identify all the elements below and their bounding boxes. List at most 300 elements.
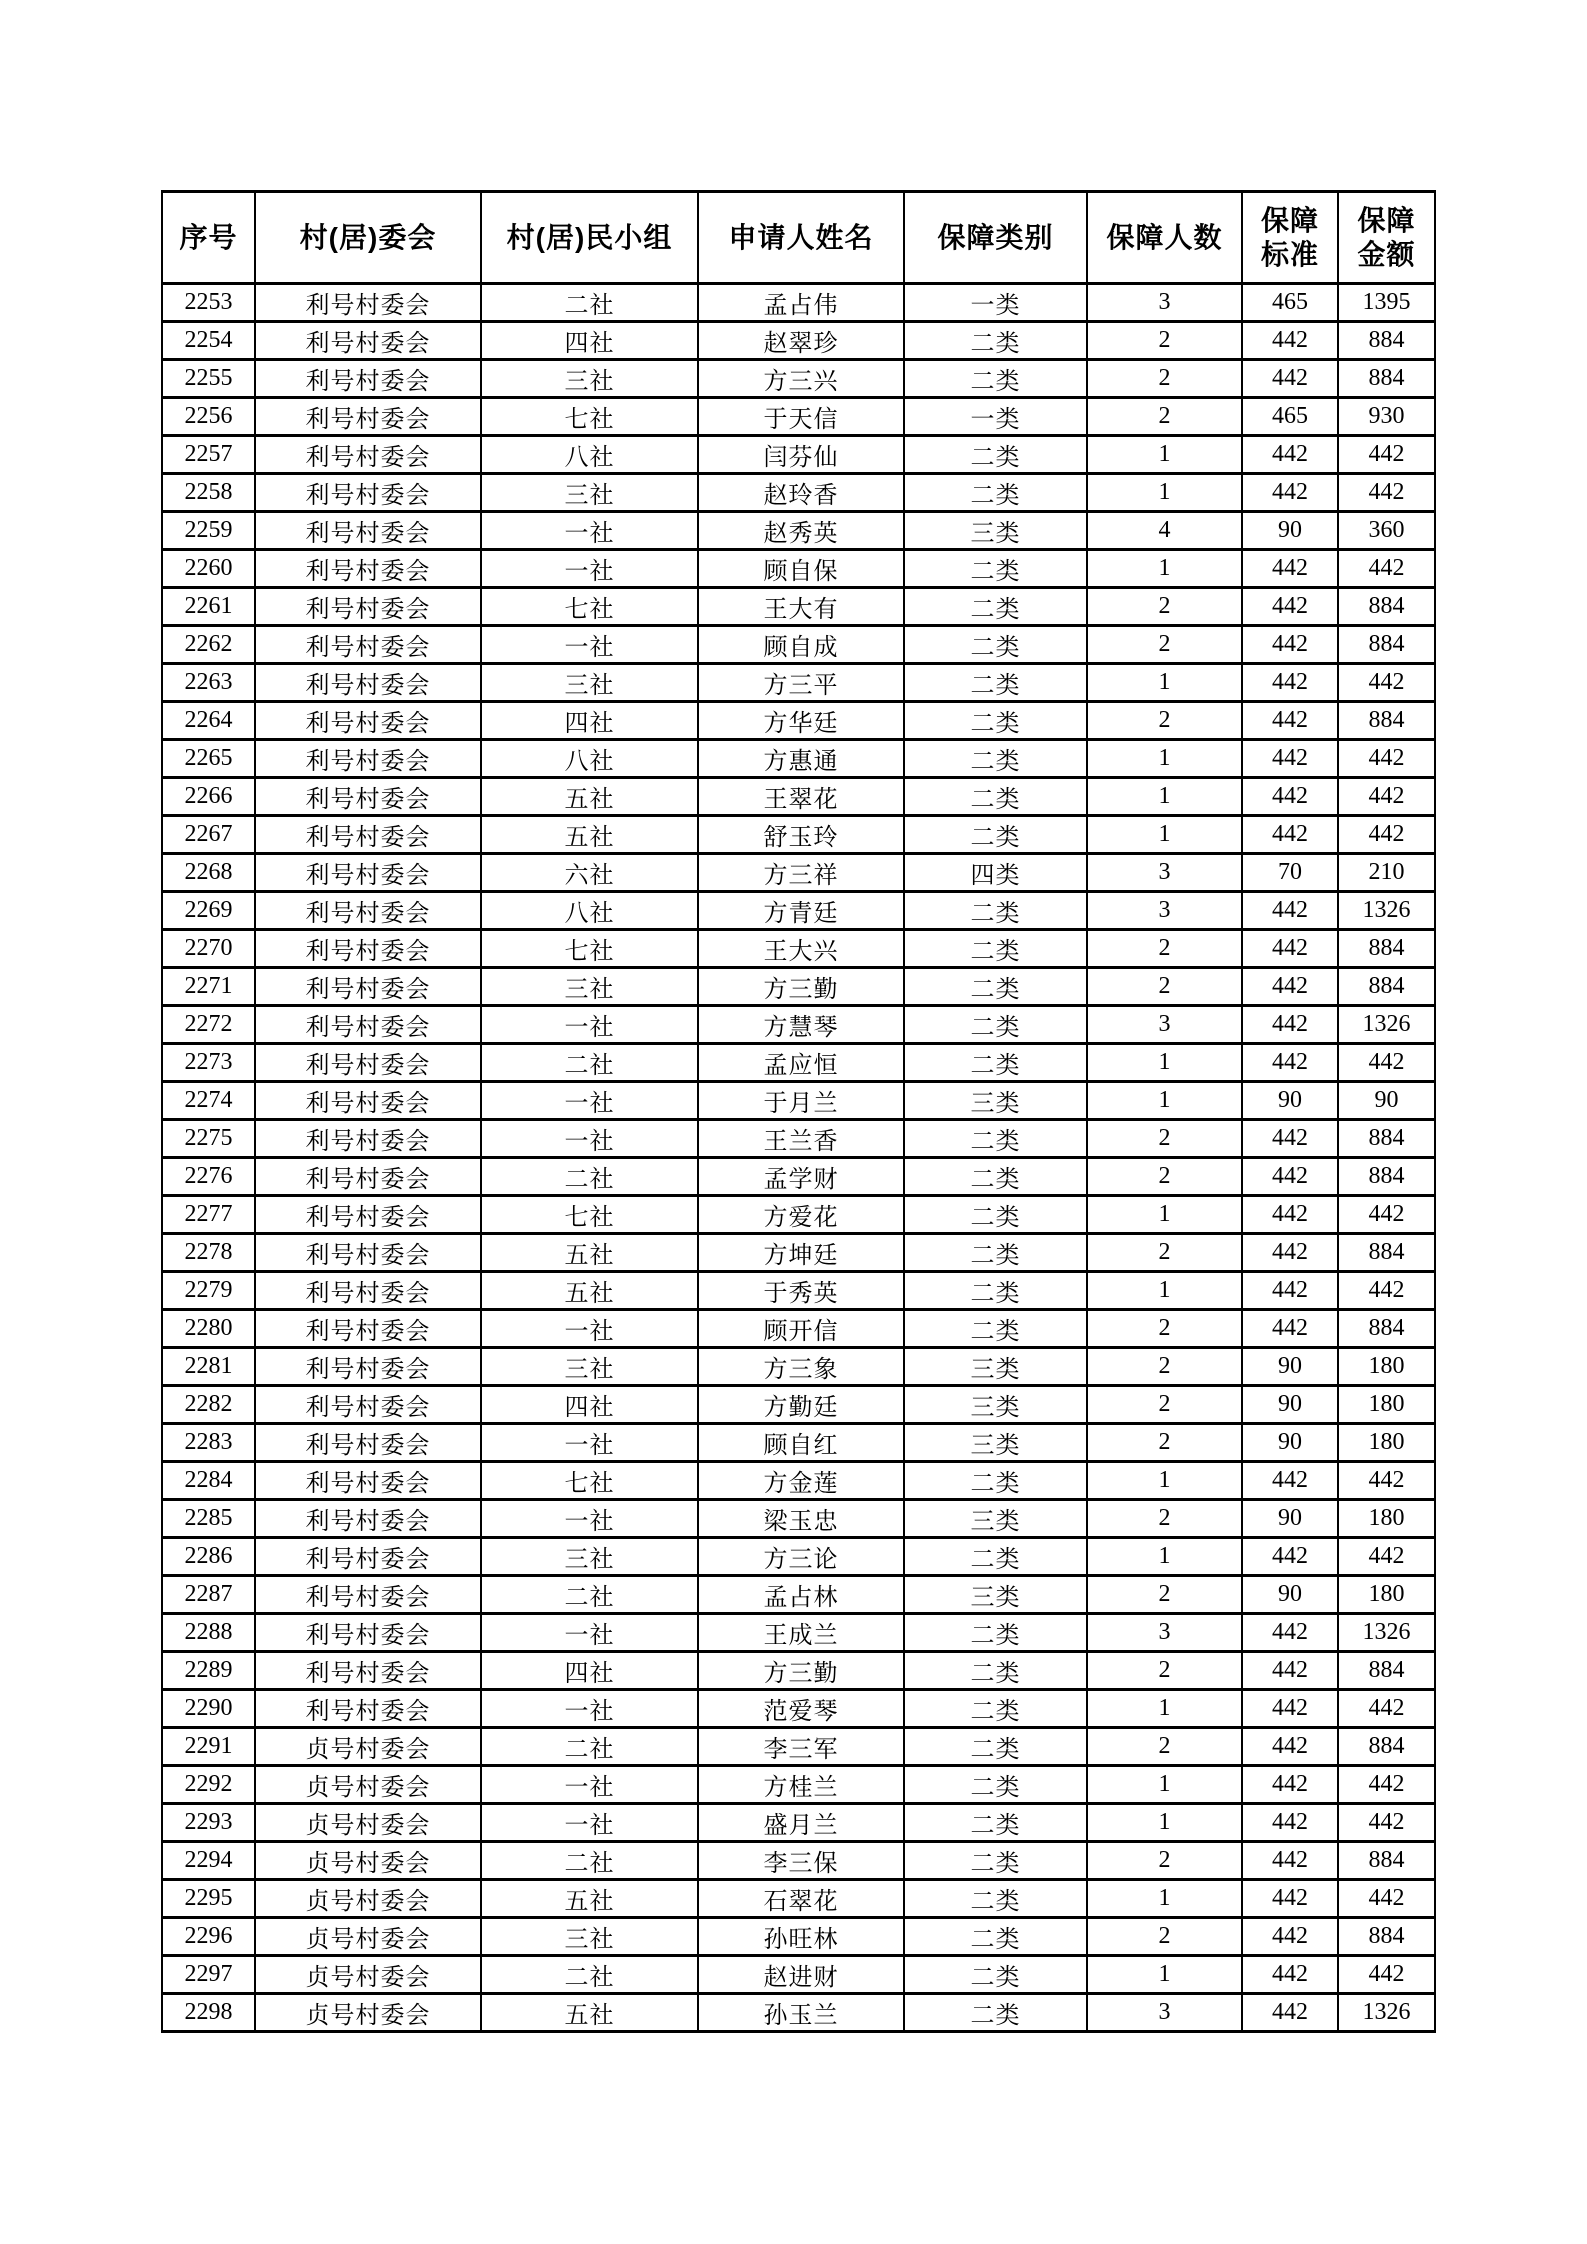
table-cell: 1: [1087, 1956, 1242, 1994]
table-cell: 利号村委会: [255, 1196, 481, 1234]
table-cell: 二类: [904, 1614, 1087, 1652]
table-cell: 2255: [162, 360, 255, 398]
table-cell: 方慧琴: [698, 1006, 904, 1044]
column-header: [162, 192, 255, 284]
table-cell: 2290: [162, 1690, 255, 1728]
table-cell: 442: [1338, 1462, 1435, 1500]
table-cell: 利号村委会: [255, 1044, 481, 1082]
table-cell: 442: [1338, 664, 1435, 702]
table-cell: 利号村委会: [255, 1500, 481, 1538]
table-cell: 赵翠珍: [698, 322, 904, 360]
table-cell: 2285: [162, 1500, 255, 1538]
table-cell: 利号村委会: [255, 398, 481, 436]
table-cell: 七社: [481, 1196, 698, 1234]
table-cell: 442: [1338, 1766, 1435, 1804]
table-cell: 2: [1087, 360, 1242, 398]
table-cell: 利号村委会: [255, 474, 481, 512]
table-cell: 一社: [481, 1424, 698, 1462]
table-cell: 四类: [904, 854, 1087, 892]
table-cell: 1: [1087, 816, 1242, 854]
table-cell: 2254: [162, 322, 255, 360]
table-cell: 二类: [904, 664, 1087, 702]
table-cell: 442: [1338, 550, 1435, 588]
table-cell: 二类: [904, 1044, 1087, 1082]
table-row: [162, 1804, 1435, 1842]
column-header: [481, 192, 698, 284]
table-cell: 2276: [162, 1158, 255, 1196]
table-row: [162, 1538, 1435, 1576]
table-cell: 三社: [481, 968, 698, 1006]
table-cell: 180: [1338, 1576, 1435, 1614]
table-cell: 方青廷: [698, 892, 904, 930]
table-cell: 90: [1242, 1500, 1338, 1538]
table-cell: 利号村委会: [255, 512, 481, 550]
table-cell: 方勤廷: [698, 1386, 904, 1424]
table-cell: 1: [1087, 664, 1242, 702]
table-cell: 1: [1087, 1462, 1242, 1500]
table-cell: 贞号村委会: [255, 1880, 481, 1918]
table-cell: 884: [1338, 360, 1435, 398]
column-header-line: 申请人姓名: [728, 221, 874, 253]
table-cell: 442: [1242, 436, 1338, 474]
table-cell: 二类: [904, 1690, 1087, 1728]
table-cell: 二类: [904, 1956, 1087, 1994]
table-cell: 90: [1242, 1348, 1338, 1386]
table-cell: 2: [1087, 1842, 1242, 1880]
table-cell: 442: [1242, 968, 1338, 1006]
table-cell: 90: [1338, 1082, 1435, 1120]
table-row: [162, 1614, 1435, 1652]
table-cell: 孙旺林: [698, 1918, 904, 1956]
table-cell: 2286: [162, 1538, 255, 1576]
table-cell: 三社: [481, 474, 698, 512]
table-cell: 442: [1242, 1196, 1338, 1234]
table-cell: 一社: [481, 550, 698, 588]
table-cell: 2295: [162, 1880, 255, 1918]
table-cell: 利号村委会: [255, 1690, 481, 1728]
column-header-line: 村(居)民小组: [506, 221, 673, 253]
table-cell: 2265: [162, 740, 255, 778]
table-cell: 884: [1338, 702, 1435, 740]
table-cell: 442: [1242, 1614, 1338, 1652]
table-cell: 三社: [481, 664, 698, 702]
table-cell: 2292: [162, 1766, 255, 1804]
table-cell: 利号村委会: [255, 968, 481, 1006]
table-cell: 利号村委会: [255, 1462, 481, 1500]
table-cell: 2: [1087, 702, 1242, 740]
table-cell: 442: [1242, 1652, 1338, 1690]
table-cell: 二社: [481, 1158, 698, 1196]
table-cell: 于月兰: [698, 1082, 904, 1120]
table-cell: 三类: [904, 1576, 1087, 1614]
table-cell: 884: [1338, 930, 1435, 968]
table-cell: 二类: [904, 892, 1087, 930]
table-cell: 884: [1338, 322, 1435, 360]
table-cell: 1326: [1338, 1614, 1435, 1652]
table-row: [162, 626, 1435, 664]
table-row: [162, 1728, 1435, 1766]
table-cell: 三类: [904, 1386, 1087, 1424]
table-cell: 2263: [162, 664, 255, 702]
column-header-line: 保障: [1357, 204, 1416, 236]
table-cell: 2: [1087, 588, 1242, 626]
table-cell: 一社: [481, 1082, 698, 1120]
table-cell: 1: [1087, 1690, 1242, 1728]
table-cell: 442: [1242, 740, 1338, 778]
table-row: [162, 1956, 1435, 1994]
table-cell: 442: [1338, 816, 1435, 854]
table-cell: 2294: [162, 1842, 255, 1880]
table-cell: 贞号村委会: [255, 1956, 481, 1994]
table-cell: 2: [1087, 1234, 1242, 1272]
table-cell: 利号村委会: [255, 740, 481, 778]
table-cell: 2260: [162, 550, 255, 588]
table-cell: 二社: [481, 1044, 698, 1082]
table-cell: 利号村委会: [255, 1614, 481, 1652]
table-cell: 442: [1242, 1728, 1338, 1766]
table-cell: 2: [1087, 1728, 1242, 1766]
table-cell: 442: [1242, 1842, 1338, 1880]
table-cell: 442: [1338, 436, 1435, 474]
table-cell: 4: [1087, 512, 1242, 550]
table-row: [162, 1120, 1435, 1158]
table-cell: 210: [1338, 854, 1435, 892]
table-row: [162, 1348, 1435, 1386]
table-cell: 八社: [481, 740, 698, 778]
table-cell: 2266: [162, 778, 255, 816]
table-row: [162, 702, 1435, 740]
table-cell: 二类: [904, 1462, 1087, 1500]
table-cell: 2: [1087, 1652, 1242, 1690]
table-cell: 2269: [162, 892, 255, 930]
table-cell: 930: [1338, 398, 1435, 436]
table-cell: 利号村委会: [255, 1006, 481, 1044]
table-cell: 贞号村委会: [255, 1994, 481, 2032]
table-cell: 2287: [162, 1576, 255, 1614]
table-cell: 于天信: [698, 398, 904, 436]
table-cell: 442: [1242, 588, 1338, 626]
table-cell: 利号村委会: [255, 1348, 481, 1386]
table-cell: 442: [1242, 1956, 1338, 1994]
table-cell: 五社: [481, 816, 698, 854]
table-row: [162, 1994, 1435, 2032]
table-cell: 二类: [904, 550, 1087, 588]
table-cell: 884: [1338, 1652, 1435, 1690]
table-cell: 2: [1087, 1310, 1242, 1348]
table-cell: 二类: [904, 1234, 1087, 1272]
table-cell: 884: [1338, 1234, 1435, 1272]
table-cell: 二类: [904, 1538, 1087, 1576]
table-cell: 442: [1338, 778, 1435, 816]
table-cell: 顾自保: [698, 550, 904, 588]
table-cell: 180: [1338, 1386, 1435, 1424]
table-cell: 利号村委会: [255, 1652, 481, 1690]
table-cell: 1: [1087, 778, 1242, 816]
table-cell: 利号村委会: [255, 1386, 481, 1424]
table-cell: 利号村委会: [255, 550, 481, 588]
table-cell: 884: [1338, 1728, 1435, 1766]
column-header: [1087, 192, 1242, 284]
table-cell: 五社: [481, 1234, 698, 1272]
table-cell: 孙玉兰: [698, 1994, 904, 2032]
table-cell: 贞号村委会: [255, 1766, 481, 1804]
table-cell: 利号村委会: [255, 436, 481, 474]
table-cell: 442: [1242, 778, 1338, 816]
table-cell: 180: [1338, 1500, 1435, 1538]
table-row: [162, 360, 1435, 398]
table-cell: 一社: [481, 1120, 698, 1158]
table-cell: 2291: [162, 1728, 255, 1766]
table-cell: 利号村委会: [255, 854, 481, 892]
table-cell: 90: [1242, 512, 1338, 550]
column-header-line: 村(居)委会: [299, 221, 437, 253]
table-cell: 三社: [481, 360, 698, 398]
table-cell: 王大有: [698, 588, 904, 626]
table-cell: 二类: [904, 474, 1087, 512]
table-cell: 2259: [162, 512, 255, 550]
table-cell: 方三象: [698, 1348, 904, 1386]
table-cell: 二类: [904, 1842, 1087, 1880]
table-cell: 90: [1242, 1424, 1338, 1462]
table-cell: 贞号村委会: [255, 1842, 481, 1880]
table-cell: 七社: [481, 398, 698, 436]
table-cell: 六社: [481, 854, 698, 892]
table-cell: 2258: [162, 474, 255, 512]
table-cell: 利号村委会: [255, 816, 481, 854]
table-cell: 884: [1338, 1158, 1435, 1196]
table-cell: 二类: [904, 1652, 1087, 1690]
table-row: [162, 588, 1435, 626]
table-cell: 孟占林: [698, 1576, 904, 1614]
table-cell: 五社: [481, 1880, 698, 1918]
table-row: [162, 1690, 1435, 1728]
table-row: [162, 1842, 1435, 1880]
table-cell: 442: [1338, 1804, 1435, 1842]
column-header-line: 标准: [1260, 238, 1319, 270]
table-cell: 五社: [481, 1994, 698, 2032]
table-cell: 442: [1338, 474, 1435, 512]
table-cell: 2273: [162, 1044, 255, 1082]
table-row: [162, 1918, 1435, 1956]
table-cell: 442: [1242, 1310, 1338, 1348]
table-row: [162, 474, 1435, 512]
table-cell: 90: [1242, 1576, 1338, 1614]
table-cell: 王成兰: [698, 1614, 904, 1652]
table-cell: 一社: [481, 626, 698, 664]
table-cell: 二类: [904, 436, 1087, 474]
table-cell: 王大兴: [698, 930, 904, 968]
table-cell: 二类: [904, 1120, 1087, 1158]
table-cell: 四社: [481, 1386, 698, 1424]
table-cell: 2296: [162, 1918, 255, 1956]
table-cell: 2281: [162, 1348, 255, 1386]
table-row: [162, 1424, 1435, 1462]
table-cell: 方三勤: [698, 968, 904, 1006]
table-row: [162, 1044, 1435, 1082]
table-cell: 二类: [904, 930, 1087, 968]
table-row: [162, 1310, 1435, 1348]
table-cell: 2293: [162, 1804, 255, 1842]
table-cell: 一社: [481, 512, 698, 550]
table-cell: 利号村委会: [255, 1310, 481, 1348]
table-cell: 赵进财: [698, 1956, 904, 1994]
table-cell: 442: [1242, 1538, 1338, 1576]
table-cell: 1: [1087, 1082, 1242, 1120]
table-cell: 1: [1087, 1766, 1242, 1804]
table-cell: 二类: [904, 1310, 1087, 1348]
table-cell: 二类: [904, 588, 1087, 626]
table-cell: 2267: [162, 816, 255, 854]
table-cell: 方三兴: [698, 360, 904, 398]
table-cell: 利号村委会: [255, 1576, 481, 1614]
table-cell: 利号村委会: [255, 1234, 481, 1272]
table-cell: 442: [1242, 1994, 1338, 2032]
table-cell: 3: [1087, 892, 1242, 930]
table-row: [162, 778, 1435, 816]
table-row: [162, 1500, 1435, 1538]
table-cell: 1326: [1338, 1006, 1435, 1044]
table-cell: 方华廷: [698, 702, 904, 740]
table-cell: 五社: [481, 1272, 698, 1310]
table-row: [162, 968, 1435, 1006]
table-cell: 二社: [481, 284, 698, 322]
table-cell: 884: [1338, 588, 1435, 626]
table-cell: 利号村委会: [255, 1158, 481, 1196]
table-cell: 2: [1087, 1576, 1242, 1614]
table-cell: 3: [1087, 854, 1242, 892]
table-row: [162, 436, 1435, 474]
table-cell: 442: [1242, 626, 1338, 664]
table-cell: 442: [1242, 892, 1338, 930]
table-cell: 2: [1087, 930, 1242, 968]
table-cell: 442: [1242, 1006, 1338, 1044]
table-cell: 1: [1087, 1538, 1242, 1576]
table-cell: 2297: [162, 1956, 255, 1994]
table-cell: 884: [1338, 1120, 1435, 1158]
table-cell: 2282: [162, 1386, 255, 1424]
table-cell: 一社: [481, 1614, 698, 1652]
table-cell: 三社: [481, 1918, 698, 1956]
table-cell: 范爱琴: [698, 1690, 904, 1728]
table-cell: 方三平: [698, 664, 904, 702]
table-row: [162, 854, 1435, 892]
table-cell: 2: [1087, 626, 1242, 664]
table-cell: 三类: [904, 1348, 1087, 1386]
table-cell: 二社: [481, 1576, 698, 1614]
table-row: [162, 1766, 1435, 1804]
table-cell: 七社: [481, 930, 698, 968]
table-cell: 2278: [162, 1234, 255, 1272]
table-cell: 1: [1087, 740, 1242, 778]
table-cell: 2256: [162, 398, 255, 436]
table-cell: 利号村委会: [255, 778, 481, 816]
table-cell: 王翠花: [698, 778, 904, 816]
table-cell: 442: [1242, 322, 1338, 360]
table-cell: 二类: [904, 1196, 1087, 1234]
table-cell: 2: [1087, 1158, 1242, 1196]
table-cell: 二类: [904, 1918, 1087, 1956]
table-cell: 442: [1338, 1044, 1435, 1082]
table-cell: 442: [1338, 1956, 1435, 1994]
table-cell: 四社: [481, 322, 698, 360]
table-cell: 二类: [904, 816, 1087, 854]
table-cell: 180: [1338, 1424, 1435, 1462]
table-cell: 442: [1242, 1766, 1338, 1804]
table-cell: 1: [1087, 1272, 1242, 1310]
table-cell: 方三勤: [698, 1652, 904, 1690]
table-cell: 李三保: [698, 1842, 904, 1880]
table-row: [162, 1272, 1435, 1310]
table-cell: 2264: [162, 702, 255, 740]
table-cell: 孟占伟: [698, 284, 904, 322]
table-row: [162, 1576, 1435, 1614]
table-cell: 442: [1338, 1880, 1435, 1918]
table-row: [162, 1234, 1435, 1272]
table-cell: 2277: [162, 1196, 255, 1234]
table-cell: 2279: [162, 1272, 255, 1310]
table-cell: 二类: [904, 360, 1087, 398]
table-cell: 孟应恒: [698, 1044, 904, 1082]
table-cell: 1: [1087, 436, 1242, 474]
table-cell: 884: [1338, 968, 1435, 1006]
table-cell: 二类: [904, 968, 1087, 1006]
table-cell: 2257: [162, 436, 255, 474]
table-row: [162, 284, 1435, 322]
table-cell: 一社: [481, 1500, 698, 1538]
table-cell: 442: [1242, 1462, 1338, 1500]
table-cell: 442: [1242, 1880, 1338, 1918]
table-cell: 方爱花: [698, 1196, 904, 1234]
table-row: [162, 816, 1435, 854]
table-row: [162, 1082, 1435, 1120]
table-row: [162, 1006, 1435, 1044]
table-cell: 2: [1087, 1918, 1242, 1956]
table-cell: 二类: [904, 1880, 1087, 1918]
table-cell: 二类: [904, 1994, 1087, 2032]
table-cell: 442: [1242, 1120, 1338, 1158]
table-cell: 2275: [162, 1120, 255, 1158]
table-cell: 李三军: [698, 1728, 904, 1766]
table-cell: 884: [1338, 1842, 1435, 1880]
subsistence-allowance-table: [161, 190, 1436, 2033]
table-cell: 1: [1087, 1196, 1242, 1234]
table-cell: 1326: [1338, 1994, 1435, 2032]
table-cell: 利号村委会: [255, 626, 481, 664]
table-cell: 三类: [904, 512, 1087, 550]
table-cell: 二社: [481, 1956, 698, 1994]
table-cell: 2: [1087, 1386, 1242, 1424]
table-cell: 3: [1087, 1994, 1242, 2032]
table-cell: 3: [1087, 1006, 1242, 1044]
column-header-line: 金额: [1357, 238, 1416, 270]
table-row: [162, 550, 1435, 588]
table-cell: 利号村委会: [255, 284, 481, 322]
column-header: [255, 192, 481, 284]
table-cell: 442: [1242, 1044, 1338, 1082]
table-cell: 442: [1242, 702, 1338, 740]
table-cell: 二社: [481, 1728, 698, 1766]
table-cell: 90: [1242, 1386, 1338, 1424]
table-cell: 70: [1242, 854, 1338, 892]
table-cell: 2289: [162, 1652, 255, 1690]
table-cell: 方三祥: [698, 854, 904, 892]
column-header-line: 序号: [179, 221, 238, 253]
column-header-line: 保障人数: [1106, 221, 1223, 253]
table-cell: 442: [1242, 1804, 1338, 1842]
table-cell: 2: [1087, 1120, 1242, 1158]
table-cell: 一类: [904, 284, 1087, 322]
table-cell: 三类: [904, 1424, 1087, 1462]
